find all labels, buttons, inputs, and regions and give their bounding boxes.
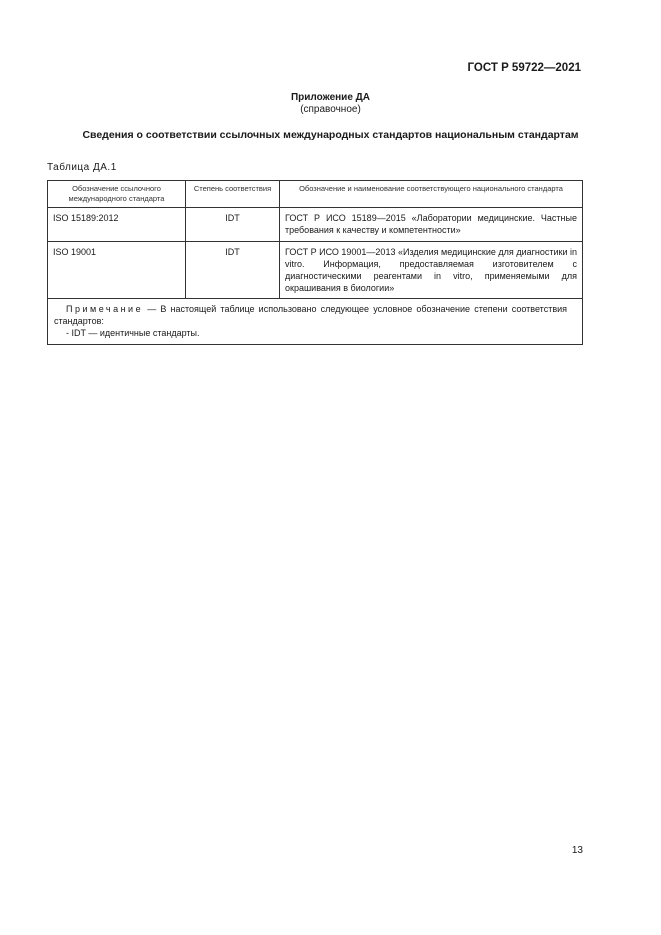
note-text: — В настоящей таблице использовано следующее условное обозначение степени соответствия стандартов:: [54, 304, 567, 327]
table-row: [48, 208, 583, 241]
note-text-line: [54, 303, 567, 327]
appendix-subtitle: (справочное): [300, 104, 361, 115]
table-row: [48, 241, 583, 299]
cell-ref: ISO 19001: [48, 241, 186, 299]
cell-national: ГОСТ Р ИСО 19001—2013 «Изделия медицинские для диагностики in vitro. Информация, предоставляемая изготовителем с диагностическими реагентами in vitro, применяемыми для окрашивания в биологии»: [280, 241, 583, 299]
appendix-title: Приложение ДА: [290, 92, 371, 103]
table-note-row: [48, 299, 583, 344]
cell-ref: ISO 15189:2012: [48, 208, 186, 241]
header-ref: Обозначение ссылочного международного стандарта: [48, 181, 186, 208]
section-title: Сведения о соответствии ссылочных международных стандартов национальным стандартам: [82, 129, 579, 141]
note-item: - IDT — идентичные стандарты.: [66, 328, 200, 339]
document-code: ГОСТ Р 59722—2021: [467, 62, 581, 74]
note-label: Примечание: [66, 304, 144, 315]
standards-table: [47, 180, 583, 345]
table-note: [48, 299, 583, 344]
table-caption: Таблица ДА.1: [47, 162, 117, 173]
header-national: Обозначение и наименование соответствующего национального стандарта: [280, 181, 583, 208]
header-degree: Степень соответствия: [186, 181, 280, 208]
cell-national: ГОСТ Р ИСО 15189—2015 «Лаборатории медицинские. Частные требования к качеству и компетентности»: [280, 208, 583, 241]
cell-degree: IDT: [186, 241, 280, 299]
table-header-row: [48, 181, 583, 208]
page-number: 13: [571, 845, 583, 856]
cell-degree: IDT: [186, 208, 280, 241]
